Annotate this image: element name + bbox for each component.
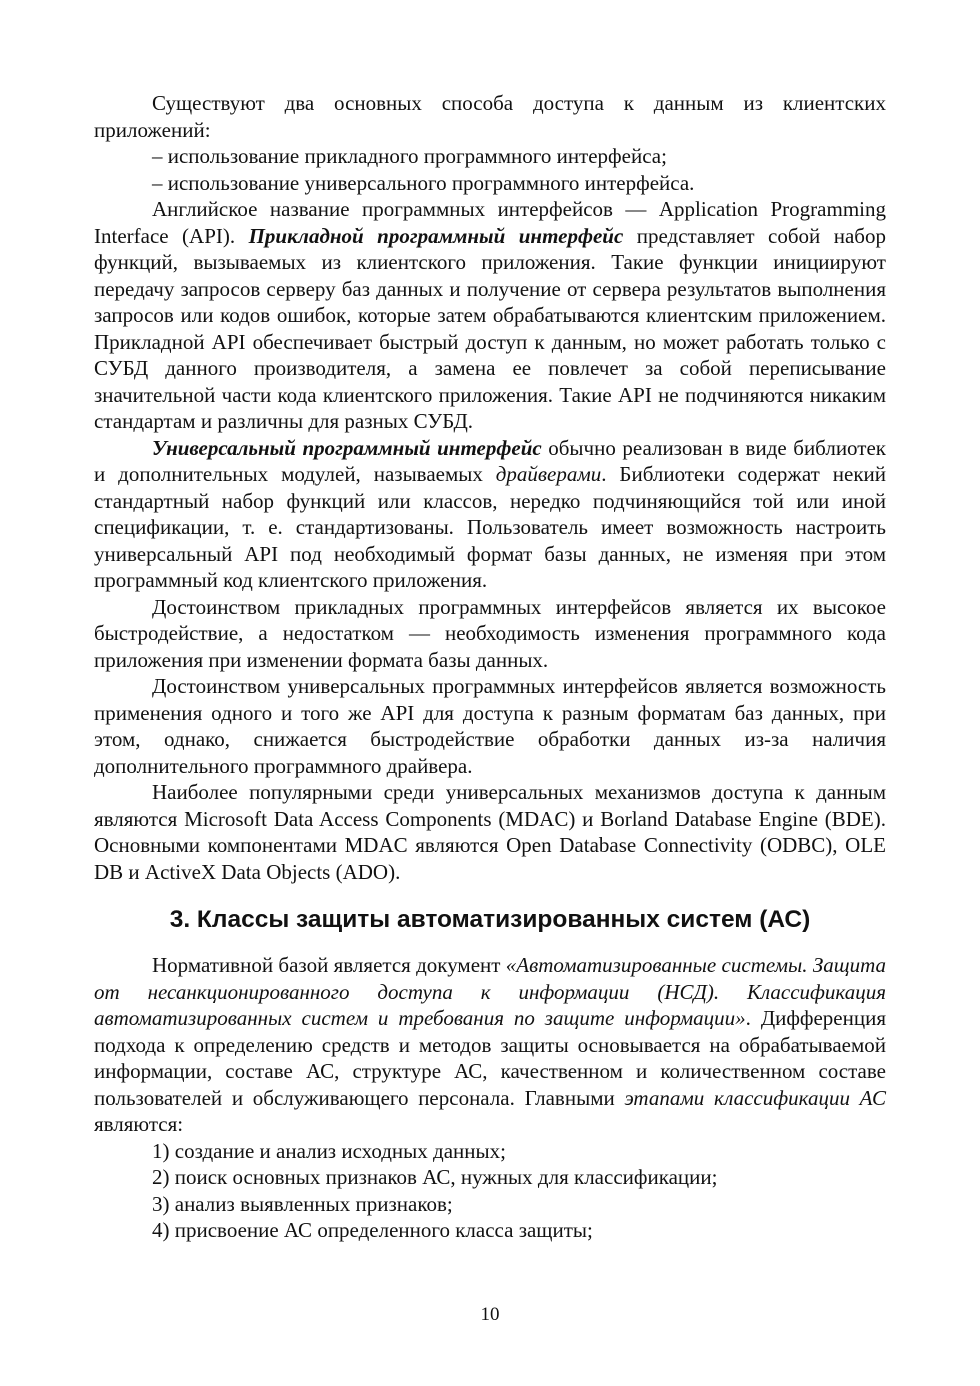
text-run: являются: [94,1112,184,1136]
term-applied-api: Прикладной программный интерфейс [248,223,624,248]
paragraph-normative-base [94,952,886,1138]
paragraph-access-methods: Существуют два основных способа доступа к данным из клиентских приложений: [94,91,886,142]
list-item: 1) создание и анализ исходных данных; [152,1138,506,1163]
paragraph-applied-advantage: Достоинством прикладных программных интерфейсов является их высокое быстродействие, а недостатком — необходимость изменения программного кода приложения при изменении формата базы данных. [94,594,886,672]
text-run: представляет собой набор функций, вызываемых из клиентского приложения. Такие функции инициируют передачу запросов серверу баз данных и получение от сервера результатов выполнения запросов или кодов ошибок, которые затем обрабатываются клиентским приложением. Прикладной API обеспечивает быстрый доступ к данным, но может работать только с СУБД данного производителя, а замена ее повлечет за собой переписывание значительной части кода клиентского приложения. Такие API не подчиняются никаким стандартам и различны для разных СУБД. [94,223,886,433]
paragraph-popular-mechanisms: Наиболее популярными среди универсальных механизмов доступа к данным являются Microsoft Data Access Components (MDAC) и Borland Database Engine (BDE). Основными компонентами MDAC являются Open Database Connectivity (ODBC), OLE DB и ActiveX Data Objects (ADO). [94,780,886,884]
text-run: Английское название программных интерфейсов — Application Programming Interface (API). [94,197,886,248]
list-item: – использование универсального программного интерфейса. [152,170,695,195]
paragraph-universal-api [94,435,886,594]
text-run: . Библиотеки содержат некий стандартный набор функций или классов, нередко подчиняющийся той или иной спецификации, т. е. стандартизованы. Пользователь имеет возможность настроить универсальный API под необходимый формат базы данных, не изменяя при этом программный код клиентского приложения. [94,462,887,592]
section-heading: 3. Классы защиты автоматизированных систем (АС) [169,906,811,933]
list-item: 3) анализ выявленных признаков; [152,1191,453,1216]
list-item: 2) поиск основных признаков АС, нужных для классификации; [152,1165,718,1189]
document-page [94,90,886,1244]
paragraph-universal-advantage: Достоинством универсальных программных интерфейсов является возможность применения одного и того же API для доступа к разным форматам баз данных, при этом, однако, снижается быстродействие обработки данных из-за наличия дополнительного программного драйвера. [94,674,886,778]
text-run: обычно реализован в виде библиотек и дополнительных модулей, называемых [94,435,886,486]
document-title: «Автоматизированные системы. Защита от несанкционированного доступа к информации (НСД). Классификация автоматизированных систем и требования по защите информации» [94,953,886,1030]
page-number: 10 [480,1304,500,1325]
term-classification-stages: этапами классификации АС [624,1085,886,1110]
text-run: . Дифференция подхода к определению средств и методов защиты основывается на обрабатываемой информации, составе АС, структуре АС, качественном и количественном составе пользователей и обслуживающего персонала. Главными [94,1006,887,1110]
term-drivers: драйверами [495,462,602,486]
term-universal-api: Универсальный программный интерфейс [152,435,542,460]
paragraph-api [94,196,886,435]
list-item: – использование прикладного программного интерфейса; [152,144,667,168]
text-run: Нормативной базой является документ [152,953,506,977]
list-item: 4) присвоение АС определенного класса защиты; [152,1218,593,1242]
